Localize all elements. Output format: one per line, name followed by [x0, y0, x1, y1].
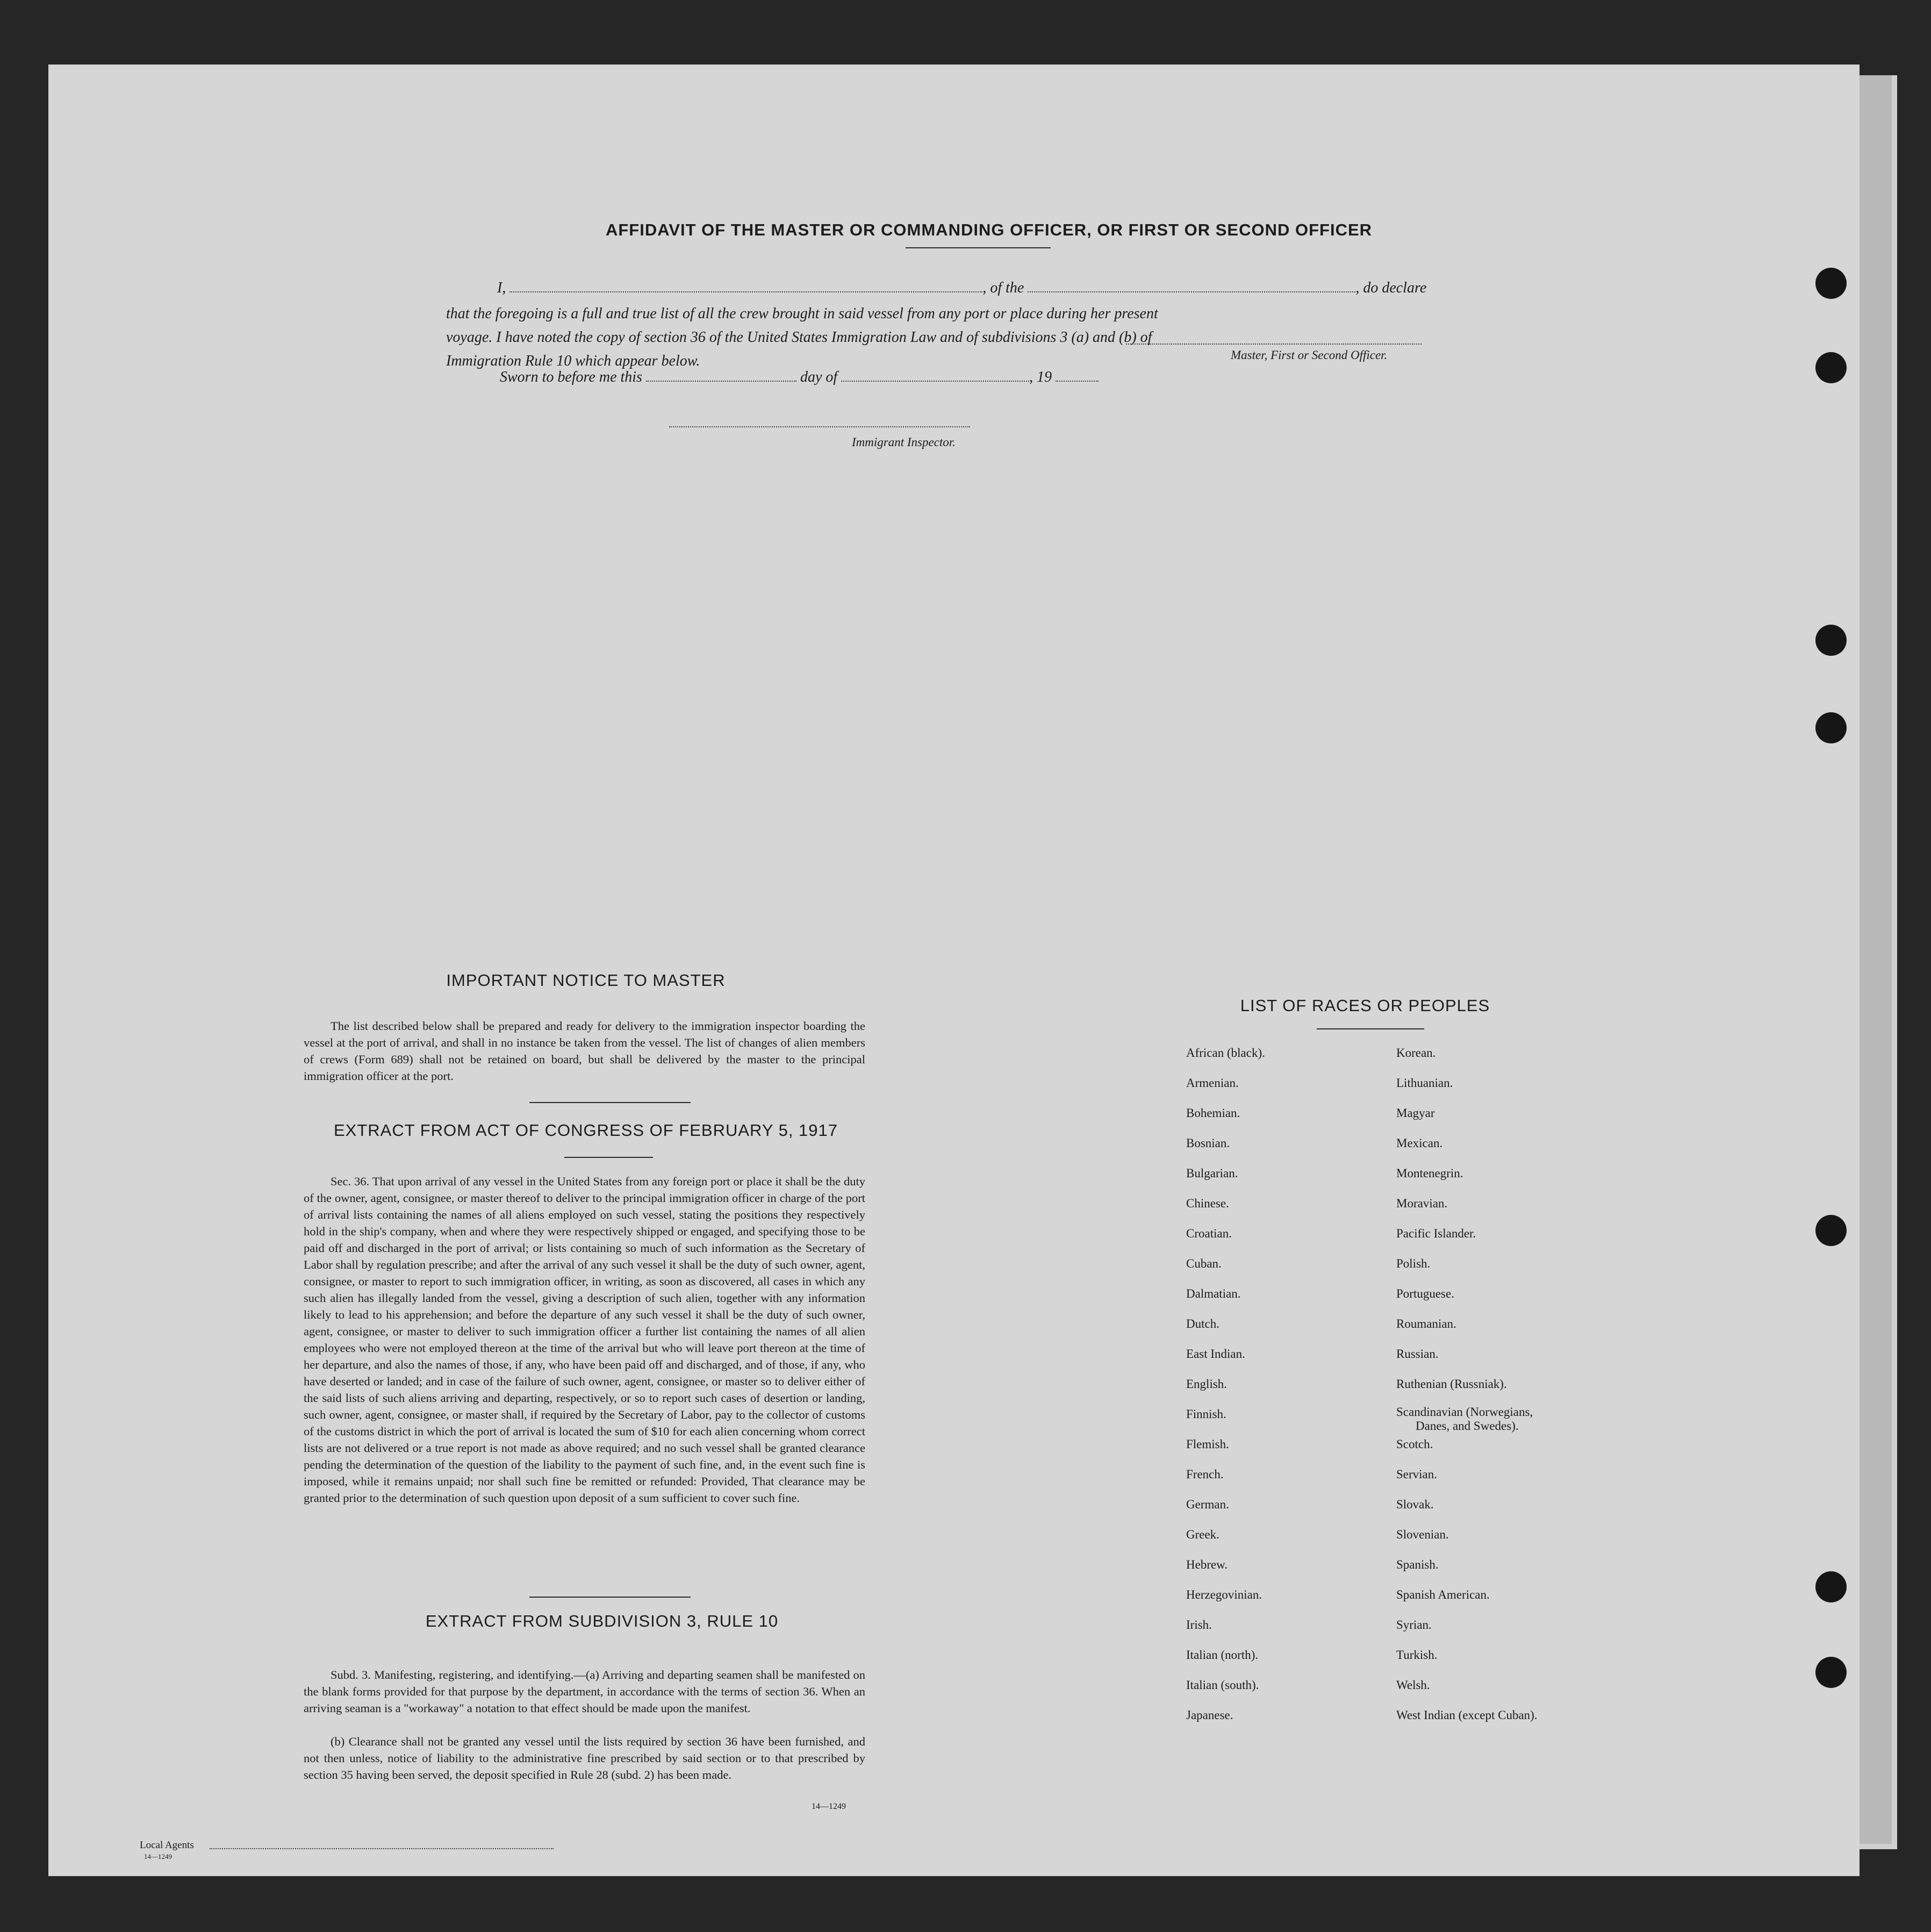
- punch-hole: [1815, 712, 1847, 743]
- race-item: Bosnian.: [1186, 1136, 1230, 1150]
- affidavit-title: AFFIDAVIT OF THE MASTER OR COMMANDING OFFICER, OR FIRST OR SECOND OFFICER: [605, 220, 1373, 239]
- sworn-day-of: day of: [800, 369, 838, 385]
- race-item: Finnish.: [1186, 1407, 1226, 1421]
- race-item: Flemish.: [1186, 1437, 1229, 1451]
- race-item: Dutch.: [1186, 1317, 1219, 1330]
- race-item: Italian (north).: [1186, 1648, 1259, 1662]
- rule-text-b: (b) Clearance shall not be granted any vessel until the lists required by section 36 have been furnished, and not then unless, notice of liability to the administrative fine prescribed by said section or to that prescribed by section 35 having been served, the deposit specified in Rule 28 (subd. 2) has been made.: [304, 1735, 865, 1781]
- punch-hole: [1815, 1215, 1847, 1246]
- punch-hole: [1815, 1657, 1847, 1688]
- inspector-signature-line: [669, 426, 970, 427]
- race-item: Croatian.: [1186, 1227, 1232, 1240]
- race-item: Italian (south).: [1186, 1678, 1259, 1692]
- punch-hole: [1815, 268, 1847, 299]
- race-item: Scandinavian (Norwegians,: [1396, 1405, 1533, 1419]
- race-item: Irish.: [1186, 1618, 1212, 1632]
- master-signature-line: [1126, 344, 1422, 345]
- sworn-line: [500, 369, 1099, 386]
- race-item: Chinese.: [1186, 1197, 1229, 1210]
- races-divider: [1317, 1028, 1424, 1029]
- rule-text-a: Subd. 3. Manifesting, registering, and identifying.—(a) Arriving and departing seamen shall be manifested on the blank forms provided for that purpose by the department, in accordance with the terms of section 36. When an arriving seaman is a "workaway" a notation to that effect should be made upon the manifest.: [304, 1668, 865, 1715]
- punch-hole: [1815, 625, 1847, 656]
- race-item: Bulgarian.: [1186, 1167, 1238, 1180]
- race-item: Spanish American.: [1396, 1588, 1490, 1601]
- race-item-continuation: Danes, and Swedes).: [1416, 1419, 1519, 1433]
- race-item: Pacific Islander.: [1396, 1227, 1476, 1240]
- year-blank: [1056, 369, 1099, 382]
- race-item: Dalmatian.: [1186, 1287, 1241, 1300]
- race-item: Cuban.: [1186, 1257, 1222, 1270]
- race-item: African (black).: [1186, 1046, 1265, 1060]
- race-item: Polish.: [1396, 1257, 1431, 1270]
- affidavit-of-the: , of the: [982, 280, 1024, 296]
- race-item: Welsh.: [1396, 1678, 1430, 1692]
- race-item: Roumanian.: [1396, 1317, 1456, 1330]
- race-item: East Indian.: [1186, 1347, 1245, 1361]
- races-title: LIST OF RACES OR PEOPLES: [1240, 996, 1490, 1015]
- affidavit-line-1: [497, 280, 1426, 297]
- race-item: Magyar: [1396, 1106, 1435, 1120]
- affidavit-line-2: that the foregoing is a full and true list of all the crew brought in said vessel from any port or place during her present: [446, 305, 1158, 322]
- race-item: English.: [1186, 1377, 1227, 1391]
- affidavit-line-3: voyage. I have noted the copy of section 36 of the United States Immigration Law and of subdivisions 3 (a) and (b) of: [446, 329, 1152, 346]
- name-blank: [509, 280, 982, 292]
- sworn-year: , 19: [1029, 369, 1052, 385]
- race-item: German.: [1186, 1498, 1229, 1511]
- footer-code: 14—1249: [144, 1852, 172, 1861]
- rule-divider: [529, 1597, 691, 1598]
- race-item: Moravian.: [1396, 1197, 1448, 1210]
- race-item: Herzegovinian.: [1186, 1588, 1262, 1601]
- race-item: Korean.: [1396, 1046, 1436, 1060]
- race-item: Russian.: [1396, 1347, 1439, 1361]
- race-item: Servian.: [1396, 1468, 1438, 1481]
- race-item: Mexican.: [1396, 1136, 1443, 1150]
- race-item: Portuguese.: [1396, 1287, 1454, 1300]
- race-item: Armenian.: [1186, 1076, 1239, 1090]
- race-item: West Indian (except Cuban).: [1396, 1708, 1538, 1722]
- race-item: Spanish.: [1396, 1558, 1439, 1571]
- race-item: Greek.: [1186, 1528, 1219, 1541]
- local-agents-line: [210, 1848, 554, 1849]
- punch-hole: [1815, 352, 1847, 383]
- race-item: Ruthenian (Russniak).: [1396, 1377, 1507, 1391]
- act-divider: [564, 1157, 653, 1158]
- rule-title: EXTRACT FROM SUBDIVISION 3, RULE 10: [425, 1612, 779, 1630]
- race-item: Syrian.: [1396, 1618, 1432, 1632]
- race-item: Scotch.: [1396, 1437, 1433, 1451]
- race-item: Bohemian.: [1186, 1106, 1240, 1120]
- punch-hole: [1815, 1571, 1847, 1602]
- affidavit-declare: , do declare: [1355, 280, 1427, 296]
- race-item: Lithuanian.: [1396, 1076, 1453, 1090]
- affidavit-line-4: Immigration Rule 10 which appear below.: [446, 353, 700, 369]
- act-title: EXTRACT FROM ACT OF CONGRESS OF FEBRUARY 5, 1917: [333, 1121, 838, 1140]
- notice-divider: [529, 1102, 691, 1103]
- notice-title: IMPORTANT NOTICE TO MASTER: [446, 971, 726, 990]
- month-blank: [841, 369, 1029, 382]
- title-underline: [906, 247, 1051, 248]
- master-caption: Master, First or Second Officer.: [1231, 348, 1388, 362]
- vessel-blank: [1028, 280, 1355, 292]
- race-item: Hebrew.: [1186, 1558, 1228, 1571]
- local-agents-label: Local Agents: [140, 1840, 194, 1851]
- race-item: Slovenian.: [1396, 1528, 1449, 1541]
- sworn-prefix: Sworn to before me this: [500, 369, 642, 385]
- notice-text: The list described below shall be prepared and ready for delivery to the immigration inspector boarding the vessel at the port of arrival, and shall in no instance be taken from the vessel. The list of changes of alien members of crews (Form 689) shall not be retained on board, but shall be delivered by the master to the principal immigration officer at the port.: [304, 1019, 865, 1083]
- race-item: Japanese.: [1186, 1708, 1233, 1722]
- race-item: French.: [1186, 1468, 1224, 1481]
- form-number: 14—1249: [812, 1802, 846, 1811]
- race-item: Slovak.: [1396, 1498, 1434, 1511]
- affidavit-i: I,: [497, 280, 506, 296]
- day-blank: [646, 369, 796, 382]
- race-item: Turkish.: [1396, 1648, 1438, 1662]
- inspector-caption: Immigrant Inspector.: [852, 435, 956, 449]
- document-page: [48, 65, 1860, 1876]
- race-item: Montenegrin.: [1396, 1167, 1463, 1180]
- act-text: Sec. 36. That upon arrival of any vessel in the United States from any foreign port or place it shall be the duty of the owner, agent, consignee, or master thereof to deliver to the principal immigration officer in charge of the port of arrival lists containing the names of all aliens employed on such vessel, stating the positions they respectively hold in the ship's company, when and where they were respectively shipped or engaged, and specifying those to be paid off and discharged in the port of arrival; or lists containing so much of such information as the Secretary of Labor shall by regulation prescribe; and after the arrival of any such vessel it shall be the duty of such owner, agent, consignee, or master to report to such immigration officer, in writing, as soon as discovered, all cases in which any such alien has illegally landed from the vessel, giving a description of such alien, together with any information likely to lead to his apprehension; and before the departure of any such vessel it shall be the duty of such owner, agent, consignee, or master to deliver to such immigration officer a further list containing the names of all alien employees who were not employed thereon at the time of the arrival but who will leave port thereon at the time of her departure, and also the names of those, if any, who have been paid off and discharged, and of those, if any, who have deserted or landed; and in case of the failure of such owner, agent, consignee, or master so to deliver either of the said lists of such aliens arriving and departing, respectively, or so to report such cases of desertion or landing, such owner, agent, consignee, or master shall, if required by the Secretary of Labor, pay to the collector of customs of the customs district in which the port of arrival is located the sum of $10 for each alien concerning whom correct lists are not delivered or a true report is not made as above required; and no such vessel shall be granted clearance pending the determination of the question of the liability to the payment of such fine, and, in the event such fine is imposed, while it remains unpaid; nor shall such fine be remitted or refunded: Provided, That clearance may be granted prior to the determination of such question upon deposit of a sum sufficient to cover such fine.: [304, 1175, 865, 1505]
